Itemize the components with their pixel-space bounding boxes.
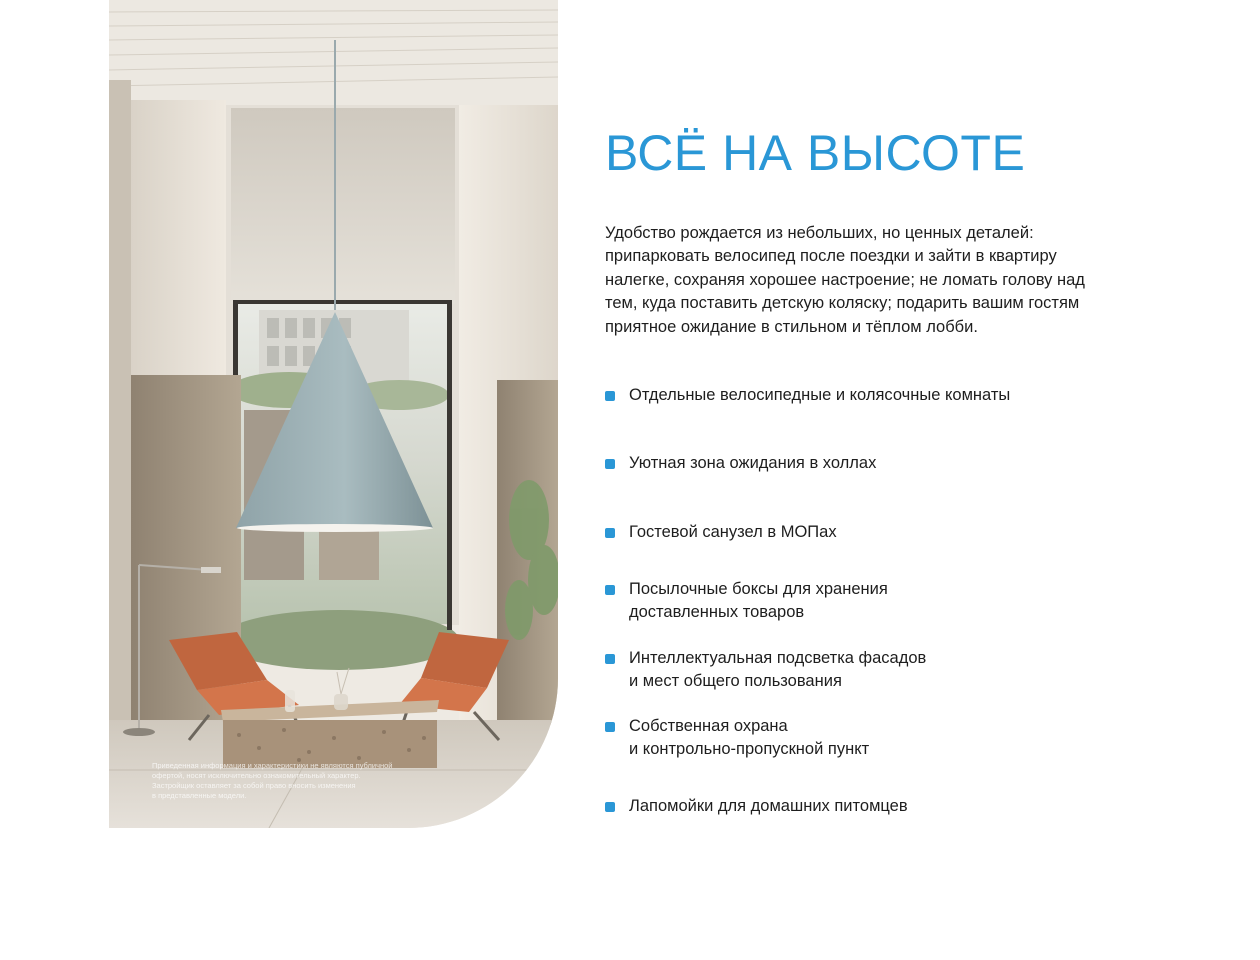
disclaimer-text: Приведенная информация и характеристики не являются публичной офертой, носят исключительно ознакомительный характер. Застройщик оставляет за собой право вносить изменения в представленные модели.	[152, 761, 393, 800]
bullet-icon	[605, 722, 615, 732]
feature-label: Лапомойки для домашних питомцев	[629, 797, 908, 815]
lobby-illustration	[109, 0, 558, 828]
page-title: ВСЁ НА ВЫСОТЕ	[605, 125, 1026, 181]
feature-label: Отдельные велосипедные и колясочные комнаты	[629, 386, 1011, 404]
bullet-icon	[605, 528, 615, 538]
bullet-icon	[605, 391, 615, 401]
feature-label: Интеллектуальная подсветка фасадов и мест общего пользования	[629, 649, 927, 690]
lobby-photo	[109, 0, 558, 828]
feature-label: Посылочные боксы для хранения доставленных товаров	[629, 580, 888, 621]
bullet-icon	[605, 585, 615, 595]
feature-label: Собственная охрана и контрольно-пропускной пункт	[629, 717, 870, 758]
intro-paragraph: Удобство рождается из небольших, но ценных деталей: припарковать велосипед после поездки и зайти в квартиру налегке, сохраняя хорошее настроение; не ломать голову над тем, куда поставить детскую коляску; подарить вашим гостям приятное ожидание в стильном и тёплом лобби.	[605, 224, 1085, 336]
bullet-icon	[605, 802, 615, 812]
feature-label: Гостевой санузел в МОПах	[629, 523, 837, 541]
bullet-icon	[605, 459, 615, 469]
feature-label: Уютная зона ожидания в холлах	[629, 454, 877, 472]
bullet-icon	[605, 654, 615, 664]
